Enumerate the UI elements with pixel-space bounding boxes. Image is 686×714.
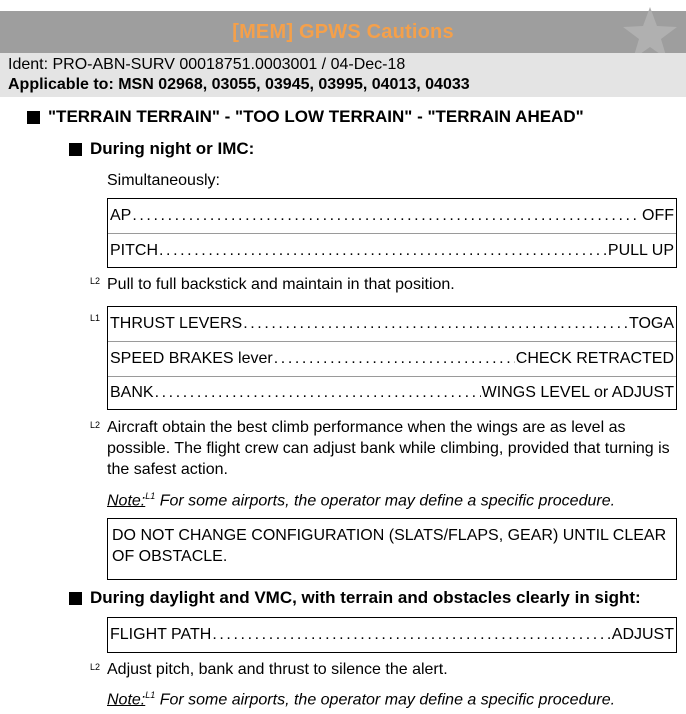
pull-note-text: Pull to full backstick and maintain in that position. (107, 276, 455, 293)
checklist-row-bank (108, 376, 676, 410)
leader-dots (274, 350, 515, 368)
item-value: TOGA (628, 315, 674, 332)
square-bullet-icon (69, 143, 82, 156)
leader-dots (159, 242, 607, 260)
section-day-label: During daylight and VMC, with terrain and obstacles clearly in sight: (90, 588, 641, 607)
note-text: For some airports, the operator may define a specific procedure. (155, 691, 616, 709)
item-value: CHECK RETRACTED (515, 350, 674, 367)
applicable-text: Applicable to: MSN 02968, 03055, 03945, 03995, 04013, 04033 (8, 76, 470, 93)
level-tag: L2 (90, 276, 101, 286)
page-title: [MEM] GPWS Cautions (232, 20, 454, 43)
checklist-row-thrust (108, 307, 676, 341)
item-value: WINGS LEVEL or ADJUST (481, 384, 674, 401)
note-label: Note: (107, 691, 146, 709)
item-label: SPEED BRAKES lever (110, 350, 273, 367)
item-value: ADJUST (611, 626, 674, 643)
adjust-note-text: Adjust pitch, bank and thrust to silence the alert. (107, 661, 448, 678)
item-value: PULL UP (607, 242, 674, 259)
section-night (69, 139, 254, 159)
leader-dots (212, 626, 610, 644)
section-day (69, 588, 641, 608)
item-label: FLIGHT PATH (110, 626, 212, 643)
section-main (27, 107, 584, 127)
ident-text: Ident: PRO-ABN-SURV 00018751.0003001 / 04-Dec-18 (8, 56, 406, 73)
item-label: BANK (110, 384, 154, 401)
note-text: For some airports, the operator may define a specific procedure. (155, 492, 616, 510)
checklist-row-flightpath (108, 618, 676, 652)
square-bullet-icon (27, 111, 40, 124)
note-level: L1 (145, 491, 156, 501)
title-bar (0, 11, 686, 53)
section-main-label: "TERRAIN TERRAIN" - "TOO LOW TERRAIN" - "TERRAIN AHEAD" (48, 107, 584, 126)
note-line (107, 690, 615, 709)
level-tag: L2 (90, 662, 101, 672)
leader-dots (132, 207, 641, 225)
bank-note-text: Aircraft obtain the best climb performance when the wings are as level as possible. The flight crew can adjust bank while climbing, provided that turning is the safest action. (107, 419, 670, 478)
note-line (107, 491, 615, 510)
ident-bar (0, 53, 686, 97)
leader-dots (155, 384, 481, 402)
leader-dots (243, 315, 628, 333)
warning-text: DO NOT CHANGE CONFIGURATION (SLATS/FLAPS, GEAR) UNTIL CLEAR OF OBSTACLE. (112, 527, 667, 565)
level-tag: L2 (90, 420, 101, 430)
checklist-row-ap (108, 199, 676, 233)
checklist-box-3 (107, 617, 677, 653)
level-tag: L1 (90, 313, 101, 323)
checklist-box-1 (107, 198, 677, 268)
section-night-label: During night or IMC: (90, 139, 255, 158)
checklist-box-2 (107, 306, 677, 410)
warning-box (107, 518, 677, 580)
simultaneously-text: Simultaneously: (107, 172, 220, 189)
item-label: AP (110, 207, 132, 224)
note-level: L1 (145, 690, 156, 700)
checklist-row-speedbrakes (108, 342, 676, 376)
item-label: PITCH (110, 242, 158, 259)
item-value: OFF (642, 207, 674, 224)
item-label: THRUST LEVERS (110, 315, 243, 332)
square-bullet-icon (69, 592, 82, 605)
note-label: Note: (107, 492, 146, 510)
checklist-row-pitch (108, 234, 676, 268)
